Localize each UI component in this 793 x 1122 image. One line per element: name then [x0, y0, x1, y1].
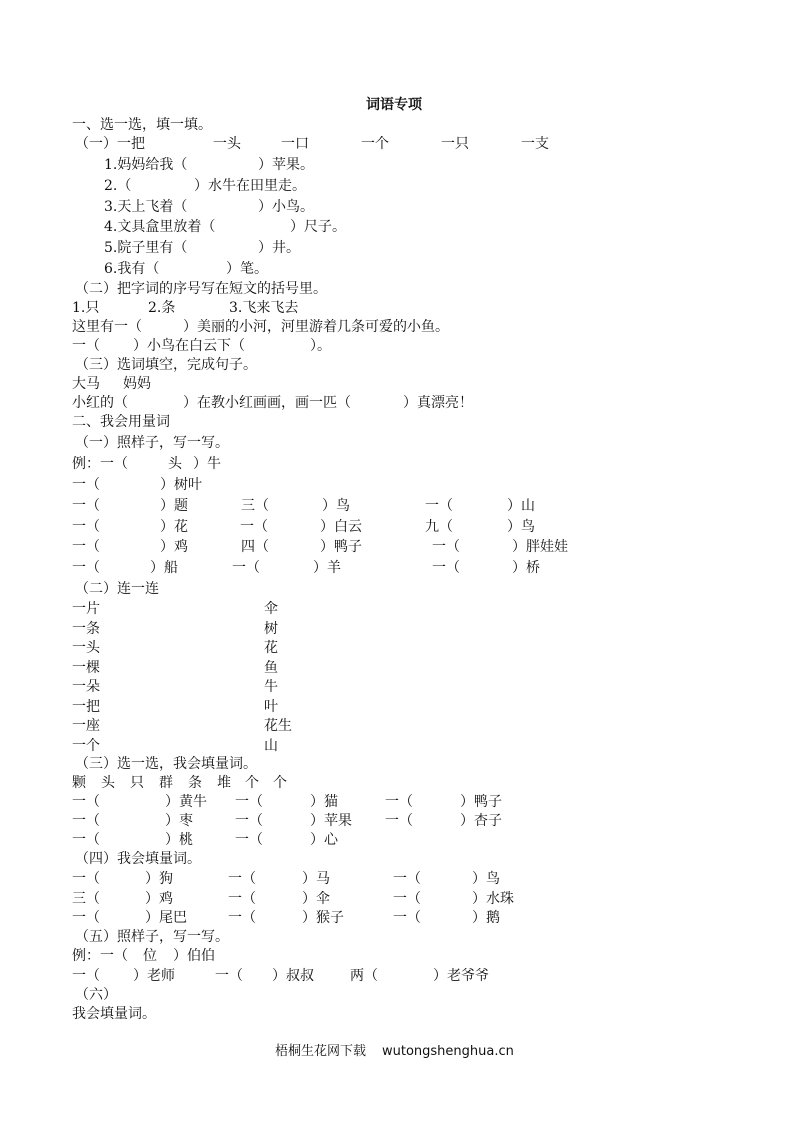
fill-sentence: ）。: [310, 338, 331, 354]
fill-row: 一（: [232, 560, 260, 577]
fill-row: ）狗: [145, 871, 173, 887]
fill-row: 一（: [72, 910, 100, 927]
word-options: 颗: [72, 775, 86, 791]
match-pair: 一座: [72, 718, 100, 734]
fill-row: 一（: [72, 871, 100, 887]
question-text: 我会填量词。: [72, 1006, 156, 1022]
fill-row: ）老师: [133, 968, 175, 984]
fill-sentence: ）真漂亮！: [403, 395, 473, 411]
fill-row: 一（: [228, 890, 256, 907]
match-pair: 一条: [72, 620, 100, 637]
word-options: 妈妈: [123, 376, 151, 392]
fill-row: ）黄牛: [165, 794, 207, 810]
word-options: 一个: [361, 136, 389, 152]
fill-row: ）鸡: [145, 890, 173, 907]
question-heading: （二）连一连: [75, 581, 159, 597]
question-heading: （三）选词填空，完成句子。: [75, 357, 257, 373]
word-options: 只: [130, 775, 144, 791]
fill-row: ）桃: [165, 832, 193, 848]
word-options: 大马: [72, 376, 100, 392]
fill-row: 一（: [235, 794, 263, 810]
fill-row: ）白云: [320, 518, 362, 535]
fill-row: 一（: [385, 813, 413, 829]
fill-row: 一（: [72, 477, 100, 493]
fill-row: ）题: [160, 497, 188, 514]
fill-row: 一（: [72, 813, 100, 829]
fill-row: 一（: [228, 910, 256, 927]
section-heading: 二、我会用量词: [72, 414, 170, 430]
fill-row: 一（: [240, 518, 268, 535]
fill-row: ）鹅: [472, 910, 500, 927]
match-pair: 山: [264, 737, 278, 754]
example-line: 位: [143, 948, 157, 964]
fill-row: 一（: [235, 832, 263, 848]
fill-row: ）猴子: [302, 910, 344, 927]
fill-row: ）伞: [302, 890, 330, 907]
fill-row: ）鸟: [472, 871, 500, 887]
fill-row: 两（: [350, 968, 378, 984]
fill-row: ）苹果: [310, 813, 352, 829]
fill-item: ）尺子。: [290, 219, 346, 236]
fill-sentence: ）美丽的小河，河里游着几条可爱的小鱼。: [183, 319, 449, 335]
fill-row: ）马: [302, 871, 330, 887]
page-title: 词语专项: [366, 97, 422, 113]
fill-row: 九（: [425, 518, 453, 535]
match-pair: 花: [264, 640, 278, 656]
fill-row: 一（: [432, 539, 460, 556]
fill-row: 一（: [432, 560, 460, 577]
fill-row: 一（: [425, 497, 453, 514]
fill-item: ）苹果。: [258, 157, 314, 173]
fill-row: 一（: [393, 890, 421, 907]
example-line: 例：一（: [72, 456, 128, 472]
fill-row: ）杏子: [460, 813, 502, 829]
fill-row: ）羊: [313, 560, 341, 577]
word-options: 一口: [281, 136, 309, 152]
question-heading: （五）照样子，写一写。: [75, 929, 229, 945]
word-options: 群: [159, 775, 173, 791]
example-line: 例：一（: [72, 948, 128, 964]
match-pair: 树: [264, 620, 278, 637]
fill-item: 4.文具盒里放着（: [104, 219, 216, 236]
fill-row: 四（: [241, 539, 269, 556]
fill-row: ）山: [507, 497, 535, 514]
fill-row: ）猫: [310, 794, 338, 810]
fill-row: ）桥: [512, 560, 540, 577]
fill-row: ）水珠: [472, 890, 514, 907]
fill-item: ）井。: [258, 240, 300, 257]
fill-row: ）鸭子: [460, 794, 502, 810]
fill-row: 一（: [235, 813, 263, 829]
fill-row: 一（: [72, 539, 100, 556]
word-options: 一只: [441, 136, 469, 152]
fill-item: ）笔。: [226, 261, 268, 277]
word-options: 3.飞来飞去: [229, 300, 299, 316]
match-pair: 一棵: [72, 659, 100, 676]
question-heading: （二）把字词的序号写在短文的括号里。: [75, 281, 327, 297]
fill-row: ）船: [150, 560, 178, 577]
fill-row: 一（: [72, 560, 100, 577]
match-pair: 一朵: [72, 679, 100, 695]
footer: 梧桐生花网下载: [275, 1044, 367, 1059]
match-pair: 伞: [264, 601, 278, 617]
fill-row: 三（: [241, 497, 269, 514]
footer: wutongshenghua.cn: [382, 1044, 514, 1059]
word-options: 个: [273, 775, 287, 791]
word-options: 一头: [213, 136, 241, 152]
fill-row: 一（: [72, 832, 100, 848]
fill-item: 2.（: [104, 177, 132, 194]
fill-row: ）胖娃娃: [512, 539, 568, 556]
word-options: 头: [101, 775, 115, 791]
fill-item: 1.妈妈给我（: [104, 157, 188, 173]
word-options: 一支: [521, 136, 549, 152]
fill-row: 一（: [385, 794, 413, 810]
question-heading: （三）选一选，我会填量词。: [75, 756, 257, 772]
word-options: 2.条: [148, 300, 176, 316]
match-pair: 牛: [264, 679, 278, 695]
fill-row: 一（: [393, 910, 421, 927]
question-heading: （一）照样子，写一写。: [75, 435, 229, 451]
fill-row: 一（: [215, 968, 243, 984]
fill-row: 三（: [72, 890, 100, 907]
match-pair: 一个: [72, 737, 100, 754]
fill-item: 3.天上飞着（: [104, 198, 188, 215]
fill-item: 5.院子里有（: [104, 240, 188, 257]
fill-row: ）老爷爷: [433, 968, 489, 984]
match-pair: 一把: [72, 698, 100, 715]
fill-sentence: ）小鸟在白云下（: [133, 338, 245, 354]
fill-row: 一（: [72, 497, 100, 514]
fill-sentence: ）在教小红画画，画一匹（: [183, 395, 351, 411]
fill-row: ）鸡: [160, 539, 188, 556]
match-pair: 一头: [72, 640, 100, 656]
fill-row: ）枣: [165, 813, 193, 829]
example-line: ）伯伯: [173, 948, 215, 964]
fill-row: ）尾巴: [145, 910, 187, 927]
example-line: ）牛: [193, 456, 221, 472]
word-options: （一）一把: [75, 136, 145, 152]
section-heading: 一、选一选，填一填。: [72, 117, 212, 133]
fill-row: ）心: [310, 832, 338, 848]
fill-row: 一（: [72, 968, 100, 984]
example-line: 头: [168, 456, 182, 472]
fill-row: ）鸟: [322, 497, 350, 514]
match-pair: 一片: [72, 601, 100, 617]
fill-row: 一（: [228, 871, 256, 887]
match-pair: 叶: [264, 698, 278, 715]
word-options: 条: [188, 775, 202, 791]
fill-row: ）花: [160, 518, 188, 535]
fill-row: 一（: [72, 518, 100, 535]
fill-item: ）水牛在田里走。: [194, 177, 306, 194]
fill-row: ）叔叔: [272, 968, 314, 984]
fill-row: 一（: [393, 871, 421, 887]
fill-row: ）鸟: [507, 518, 535, 535]
question-heading: （四）我会填量词。: [75, 851, 201, 867]
fill-row: 一（: [72, 794, 100, 810]
fill-item: 6.我有（: [104, 261, 160, 277]
fill-row: ）树叶: [160, 477, 202, 493]
match-pair: 鱼: [264, 659, 278, 676]
match-pair: 花生: [264, 718, 292, 734]
question-heading: （六）: [75, 987, 117, 1003]
fill-sentence: 一（: [72, 338, 100, 354]
word-options: 堆: [217, 775, 231, 791]
word-options: 1.只: [72, 300, 100, 316]
fill-item: ）小鸟。: [258, 198, 314, 215]
fill-sentence: 小红的（: [72, 395, 128, 411]
fill-row: ）鸭子: [320, 539, 362, 556]
fill-sentence: 这里有一（: [72, 319, 142, 335]
word-options: 个: [245, 775, 259, 791]
